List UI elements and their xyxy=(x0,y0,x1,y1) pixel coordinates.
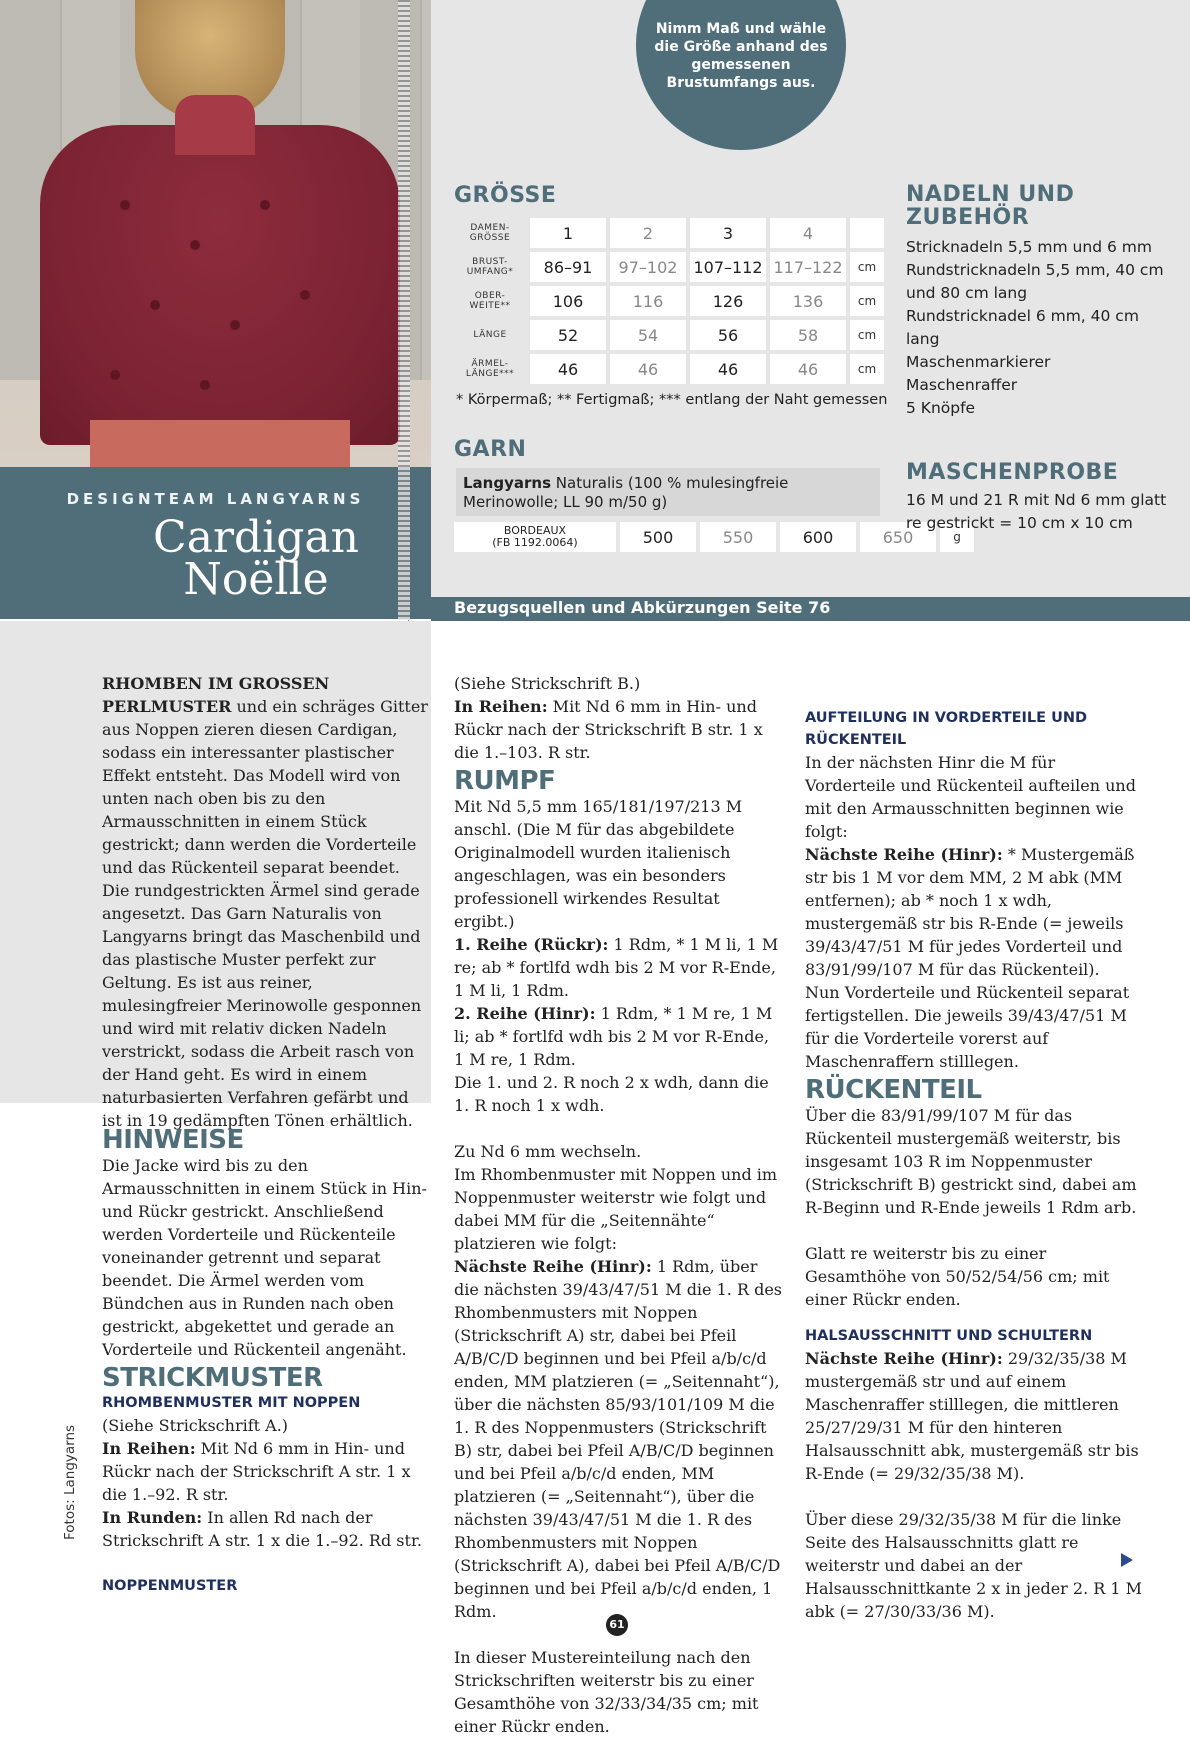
runden-text: In allen Rd nach der Strickschrift A str. 1 x die 1.–92. Rd str. xyxy=(102,1508,422,1550)
nadeln-item: 5 Knöpfe xyxy=(906,399,976,417)
size-value: 46 xyxy=(770,354,846,384)
hinweise-heading: HINWEISE xyxy=(102,1125,244,1155)
size-row xyxy=(454,354,884,384)
size-row-label: DAMEN- GRÖSSE xyxy=(454,218,526,248)
maschenprobe-heading: MASCHENPROBE xyxy=(906,460,1119,485)
reihen-text: Mit Nd 6 mm in Hin- und Rückr nach der Strickschrift A str. 1 x die 1.–92. R str. xyxy=(102,1439,411,1504)
size-row-label: ÄRMEL- LÄNGE*** xyxy=(454,354,526,384)
nadeln-item: Rundstricknadel 6 mm, 40 cm lang xyxy=(906,307,1139,348)
row-label: 1. Reihe (Rückr): xyxy=(454,935,609,954)
yarn-table xyxy=(450,518,978,556)
yarn-color-label xyxy=(454,522,616,552)
cardigan-photo xyxy=(0,0,431,467)
size-value: 97–102 xyxy=(610,252,686,282)
reihen-label: In Reihen: xyxy=(102,1439,196,1458)
size-row-label: BRUST- UMFANG* xyxy=(454,252,526,282)
size-value: 46 xyxy=(610,354,686,384)
rhomben-reihen xyxy=(102,1437,432,1506)
yarn-amount: 650 xyxy=(860,522,936,552)
maschenprobe-text: 16 M und 21 R mit Nd 6 mm glatt re gestrickt = 10 cm x 10 cm xyxy=(906,491,1167,532)
yarn-color-text: BORDEAUX (FB 1192.0064) xyxy=(492,524,578,549)
size-row xyxy=(454,252,884,282)
reihen-text: Mit Nd 6 mm in Hin- und Rückr nach der Strickschrift B str. 1 x die 1.–103. R str. xyxy=(454,697,763,762)
noppenmuster-subheading: NOPPENMUSTER xyxy=(102,1578,238,1594)
size-unit: cm xyxy=(850,252,884,282)
page-title-line2: Noëlle xyxy=(183,554,329,605)
size-footnote: * Körpermaß; ** Fertigmaß; *** entlang der Naht gemessen xyxy=(456,392,888,408)
designer-label: DESIGNTEAM LANGYARNS xyxy=(66,490,365,508)
intro-text xyxy=(102,672,432,1132)
hals-p2: Über diese 29/32/35/38 M für die linke Seite des Halsausschnitts glatt re weiterstr und dabei an der Halsausschnittkante 2 x in jeder 2. R 1 M abk (= 27/30/33/36 M). xyxy=(805,1510,1143,1621)
aufteilung-heading: AUFTEILUNG IN VORDERTEILE UND RÜCKENTEIL xyxy=(805,710,1088,748)
strickmuster-heading: STRICKMUSTER xyxy=(102,1363,323,1393)
intro-body: und ein schräges Gitter aus Noppen zieren diesen Cardigan, sodass ein interessanter plastischer Effekt entsteht. Das Modell wird von unten nach oben bis zu den Armausschnitten in einem Stück gestrickt; dann werden die Vorderteile und das Rückenteil separat beendet. Die rundgestrickten Ärmel sind gerade angesetzt. Das Garn Naturalis von Langyarns bringt das Maschenbild und das plastische Muster perfekt zur Geltung. Es ist aus reiner, mulesingfreier Merinowolle gesponnen und wird mit relativ dicken Nadeln verstrickt, sodass die Arbeit rasch von der Hand geht. Es wird in einem naturbasierten Verfahren gefärbt und ist in 19 gedämpften Tönen erhältlich. xyxy=(102,697,428,1130)
size-unit: cm xyxy=(850,354,884,384)
rumpf-row1 xyxy=(454,933,784,1002)
rumpf-p3: Zu Nd 6 mm wechseln. xyxy=(454,1142,642,1161)
nadeln-item: Maschenraffer xyxy=(906,376,1018,394)
size-unit: cm xyxy=(850,286,884,316)
size-value: 117–122 xyxy=(770,252,846,282)
size-value: 86–91 xyxy=(530,252,606,282)
size-value: 46 xyxy=(690,354,766,384)
nadeln-item: Maschenmarkierer xyxy=(906,353,1051,371)
size-unit xyxy=(850,218,884,248)
column-1-lower xyxy=(102,1123,432,1597)
row-label: Nächste Reihe (Hinr): xyxy=(805,845,1003,864)
size-value: 2 xyxy=(610,218,686,248)
garn-heading: GARN xyxy=(454,437,527,462)
nadeln-item: Stricknadeln 5,5 mm und 6 mm xyxy=(906,238,1152,256)
rhombenmuster-ref: (Siehe Strickschrift A.) xyxy=(102,1416,289,1435)
rumpf-p2: Die 1. und 2. R noch 2 x wdh, dann die 1. R noch 1 x wdh. xyxy=(454,1073,769,1115)
row-label: Nächste Reihe (Hinr): xyxy=(454,1257,652,1276)
page-title-line1: Cardigan xyxy=(153,512,359,563)
nadeln-item: Rundstricknadeln 5,5 mm, 40 cm und 80 cm lang xyxy=(906,261,1164,302)
size-table xyxy=(450,214,888,388)
aufteilung-next-row xyxy=(805,843,1145,981)
size-value: 1 xyxy=(530,218,606,248)
rhomben-runden xyxy=(102,1506,432,1552)
aufteilung-p1: In der nächsten Hinr die M für Vorderteile und Rückenteil aufteilen und mit den Armausschnitten beginnen wie folgt: xyxy=(805,753,1136,841)
zipper-divider xyxy=(398,0,410,620)
size-unit: cm xyxy=(850,320,884,350)
rumpf-next-row xyxy=(454,1255,784,1623)
rumpf-p5: In dieser Mustereinteilung nach den Strickschriften weiterstr bis zu einer Gesamthöhe von 32/33/34/35 cm; mit einer Rückr enden. xyxy=(454,1648,759,1736)
row-label: Nächste Reihe (Hinr): xyxy=(805,1349,1003,1368)
size-row xyxy=(454,320,884,350)
size-row xyxy=(454,286,884,316)
yarn-amount: 550 xyxy=(700,522,776,552)
size-value: 46 xyxy=(530,354,606,384)
size-row-label: LÄNGE xyxy=(454,320,526,350)
size-value: 107–112 xyxy=(690,252,766,282)
rumpf-heading: RUMPF xyxy=(454,766,556,796)
size-value: 3 xyxy=(690,218,766,248)
size-value: 4 xyxy=(770,218,846,248)
yarn-amount: 500 xyxy=(620,522,696,552)
reference-text: Bezugsquellen und Abkürzungen Seite 76 xyxy=(454,598,831,617)
hals-heading: HALSAUSSCHNITT UND SCHULTERN xyxy=(805,1328,1093,1344)
row-text: 1 Rdm, * 1 M li, 1 M re; ab * fortlfd wdh bis 2 M vor R-Ende, 1 M li, 1 Rdm. xyxy=(454,935,779,1000)
page-number: 61 xyxy=(606,1614,628,1636)
size-hint-text: Nimm Maß und wähle die Größe anhand des gemessenen Brustumfangs aus. xyxy=(654,21,828,91)
noppenmuster-ref: (Siehe Strickschrift B.) xyxy=(454,674,641,693)
rueckenteil-p2: Glatt re weiterstr bis zu einer Gesamthöhe von 50/52/54/56 cm; mit einer Rückr enden. xyxy=(805,1244,1110,1309)
noppen-reihen xyxy=(454,695,784,764)
size-value: 106 xyxy=(530,286,606,316)
size-row xyxy=(454,218,884,248)
size-value: 116 xyxy=(610,286,686,316)
size-value: 54 xyxy=(610,320,686,350)
rumpf-p1: Mit Nd 5,5 mm 165/181/197/213 M anschl. (Die M für das abgebildete Originalmodell wurden italienisch angeschlagen, was ein besonders professionell wirkendes Resultat ergibt.) xyxy=(454,797,743,931)
rueckenteil-p1: Über die 83/91/99/107 M für das Rückenteil mustergemäß weiterstr, bis insgesamt 103 R im Noppenmuster (Strickschrift B) gestrickt sind, dabei am R-Beginn und R-Ende jeweils 1 Rdm arb. xyxy=(805,1106,1137,1217)
yarn-description xyxy=(463,474,883,512)
size-value: 58 xyxy=(770,320,846,350)
hinweise-text: Die Jacke wird bis zu den Armausschnitten in einem Stück in Hin- und Rückr gestrickt. Anschließend werden Vorderteile und Rückenteile voneinander getrennt und separat beendet. Die Ärmel werden vom Bündchen aus in Runden nach oben gestrickt, abgekettet und gerade an Vorderteile und Rückenteil angenäht. xyxy=(102,1156,427,1359)
rueckenteil-heading: RÜCKENTEIL xyxy=(805,1075,982,1105)
nadeln-list xyxy=(906,236,1176,420)
photo-credit: Fotos: Langyarns xyxy=(62,1424,78,1540)
yarn-desc: Naturalis (100 % mulesingfreie Merinowolle; LL 90 m/50 g) xyxy=(463,474,789,511)
column-2 xyxy=(454,672,784,1738)
hals-next-row xyxy=(805,1347,1145,1485)
row-text: 1 Rdm, * 1 M re, 1 M li; ab * fortlfd wdh bis 2 M vor R-Ende, 1 M re, 1 Rdm. xyxy=(454,1004,773,1069)
rumpf-p4: Im Rhombenmuster mit Noppen und im Noppenmuster weiterstr wie folgt und dabei MM für die „Seitennähte“ platzieren wie folgt: xyxy=(454,1165,778,1253)
yarn-unit: g xyxy=(940,522,974,552)
rumpf-row2 xyxy=(454,1002,784,1071)
row-text: 29/32/35/38 M mustergemäß str und auf einem Maschenraffer stilllegen, die mittleren 25/27/29/31 M für den hinteren Halsausschnitt abk, mustergemäß str bis R-Ende (= 29/32/35/38 M). xyxy=(805,1349,1139,1483)
intro-lead: RHOMBEN IM GROSSEN PERLMUSTER xyxy=(102,674,330,716)
yarn-amount: 600 xyxy=(780,522,856,552)
yarn-brand: Langyarns xyxy=(463,474,552,492)
column-3 xyxy=(805,672,1145,1623)
size-value: 52 xyxy=(530,320,606,350)
runden-label: In Runden: xyxy=(102,1508,203,1527)
aufteilung-p2: Nun Vorderteile und Rückenteil separat fertigstellen. Die jeweils 39/43/47/51 M für die Vorderteile vorerst auf Maschenraffern stilllegen. xyxy=(805,983,1130,1071)
size-value: 126 xyxy=(690,286,766,316)
reihen-label: In Reihen: xyxy=(454,697,548,716)
continue-arrow-icon xyxy=(1121,1553,1133,1567)
row-text: * Mustergemäß str bis 1 M vor dem MM, 2 M abk (MM entfernen); ab * noch 1 x wdh, mustergemäß str bis R-Ende (= jeweils 39/43/47/51 M für jedes Vorderteil und 83/91/99/107 M für das Rückenteil). xyxy=(805,845,1135,979)
nadeln-heading: NADELN UND ZUBEHÖR xyxy=(906,182,1075,230)
row-label: 2. Reihe (Hinr): xyxy=(454,1004,596,1023)
size-value: 136 xyxy=(770,286,846,316)
rhombenmuster-subheading: RHOMBENMUSTER MIT NOPPEN xyxy=(102,1395,361,1411)
groesse-heading: GRÖSSE xyxy=(454,183,557,208)
size-row-label: OBER- WEITE** xyxy=(454,286,526,316)
size-value: 56 xyxy=(690,320,766,350)
row-text: 1 Rdm, über die nächsten 39/43/47/51 M die 1. R des Rhombenmusters mit Noppen (Strickschrift A) str, dabei bei Pfeil A/B/C/D beginnen und bei Pfeil a/b/c/d enden, MM platzieren (= „Seitennaht“), über die nächsten 85/93/101/109 M die 1. R des Noppenmusters (Strickschrift B) str, dabei bei Pfeil A/B/C/D beginnen und bei Pfeil a/b/c/d enden, MM platzieren (= „Seitennaht“), über die nächsten 39/43/47/51 M die 1. R des Rhombenmusters mit Noppen (Strickschrift A), dabei bei Pfeil A/B/C/D beginnen und bei Pfeil a/b/c/d enden, 1 Rdm. xyxy=(454,1257,783,1621)
